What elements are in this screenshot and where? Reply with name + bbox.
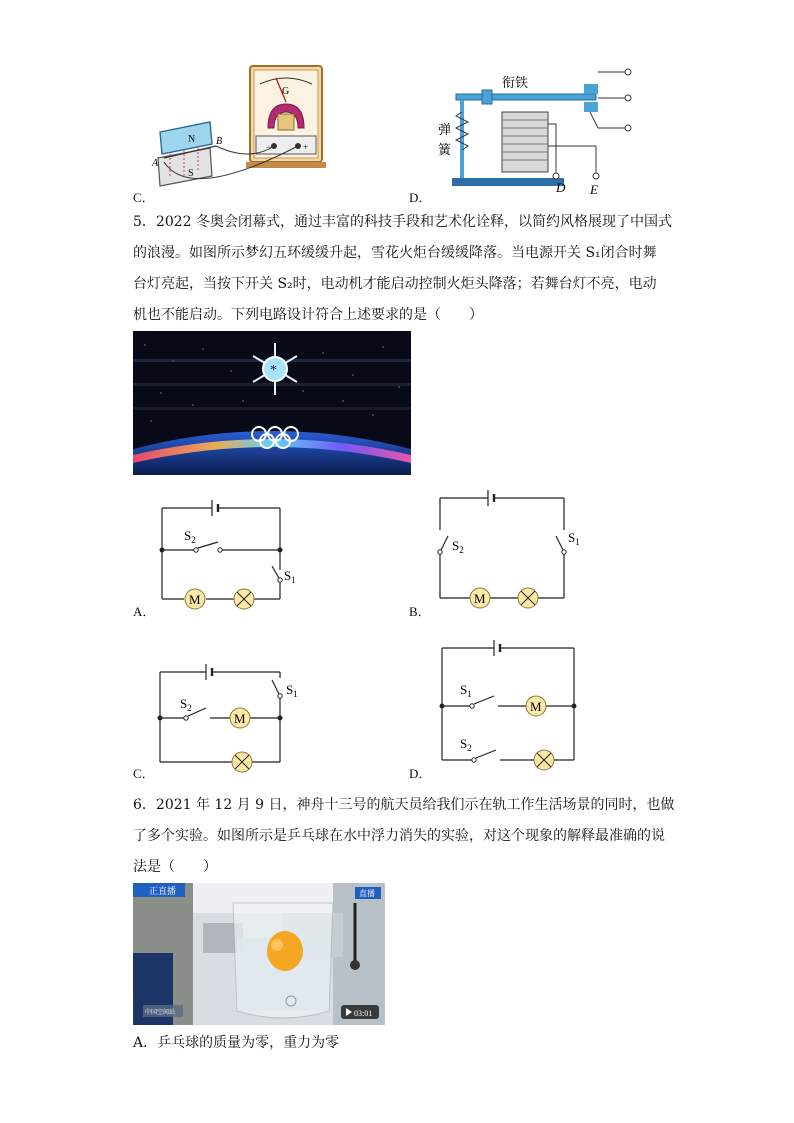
switch-label-d-s1: $S_1$ (460, 682, 472, 699)
space-station-video[interactable] (133, 883, 385, 1025)
option-d-top-letter: D． (409, 190, 432, 205)
q6-option-a: A．乒乓球的质量为零，重力为零 (133, 1035, 340, 1051)
video-station-tag: 中国空间站 (145, 1010, 176, 1016)
terminal-d: D (556, 180, 566, 195)
circuit-a (150, 494, 300, 612)
circuit-b (430, 484, 590, 612)
option-b-letter: B． (409, 604, 431, 619)
q5-line-4: 机也不能启动。下列电路设计符合上述要求的是（ ） (133, 307, 483, 323)
switch-label-b-s2: $S_2$ (452, 538, 464, 555)
motor-d: M (530, 699, 542, 714)
q6-line-3: 法是（ ） (133, 859, 217, 875)
galvanometer-apparatus-figure (150, 62, 340, 192)
meter-plus: + (303, 142, 309, 152)
point-b: B (216, 136, 223, 147)
spring-label-1: 弹 (438, 122, 452, 137)
svg-text:*: * (270, 363, 277, 378)
relay-figure (430, 62, 640, 197)
switch-label-d-s2: $S_2$ (460, 736, 472, 753)
video-live-badge: 直播 (359, 889, 375, 898)
switch-label-c-s1: $S_1$ (286, 682, 298, 699)
circuit-c (150, 656, 310, 776)
armature-label: 衔铁 (502, 75, 529, 90)
option-d-letter: D． (409, 766, 432, 781)
motor-a: M (189, 592, 201, 607)
point-a: A (152, 158, 159, 169)
option-c-letter: C． (133, 766, 155, 781)
circuit-d (430, 636, 590, 776)
meter-minus: − (266, 142, 272, 152)
motor-c: M (234, 711, 246, 726)
switch-label-a-s1: $S_1$ (284, 568, 296, 585)
q6-line-2: 了多个实验。如图所示是乒乓球在水中浮力消失的实验，对这个现象的解释最准确的说 (133, 828, 665, 844)
option-a-letter: A． (133, 604, 156, 619)
switch-label-b-s1: $S_1$ (568, 530, 580, 547)
q5-line-1: 5．2022 冬奥会闭幕式，通过丰富的科技手段和艺术化诠释，以简约风格展现了中国式 (133, 214, 672, 230)
terminal-e: E (590, 182, 598, 197)
olympic-snowflake-photo (133, 331, 411, 475)
q5-line-2: 的浪漫。如图所示梦幻五环缓缓升起，雪花火炬台缓缓降落。当电源开关 S₁闭合时舞 (133, 245, 657, 261)
magnet-n: N (188, 134, 196, 145)
q6-line-1: 6．2021 年 12 月 9 日，神舟十三号的航天员给我们示在轨工作生活场景的同时，也做 (133, 797, 675, 813)
question-6-text (133, 790, 673, 883)
switch-label-c-s2: $S_2$ (180, 696, 192, 713)
spring-label-2: 簧 (438, 142, 452, 157)
option-c-top-letter: C． (133, 190, 155, 205)
motor-b: M (474, 591, 486, 606)
meter-label: G (282, 86, 290, 97)
video-logo: 正直播 (149, 886, 177, 896)
q5-line-3: 台灯亮起，当按下开关 S₂时，电动机才能启动控制火炬头降落；若舞台灯不亮，电动 (133, 276, 657, 292)
switch-label-a-s2: $S_2$ (184, 528, 196, 545)
magnet-s: S (188, 168, 194, 179)
question-5-text (133, 207, 673, 331)
video-duration: 03:01 (354, 1009, 373, 1018)
